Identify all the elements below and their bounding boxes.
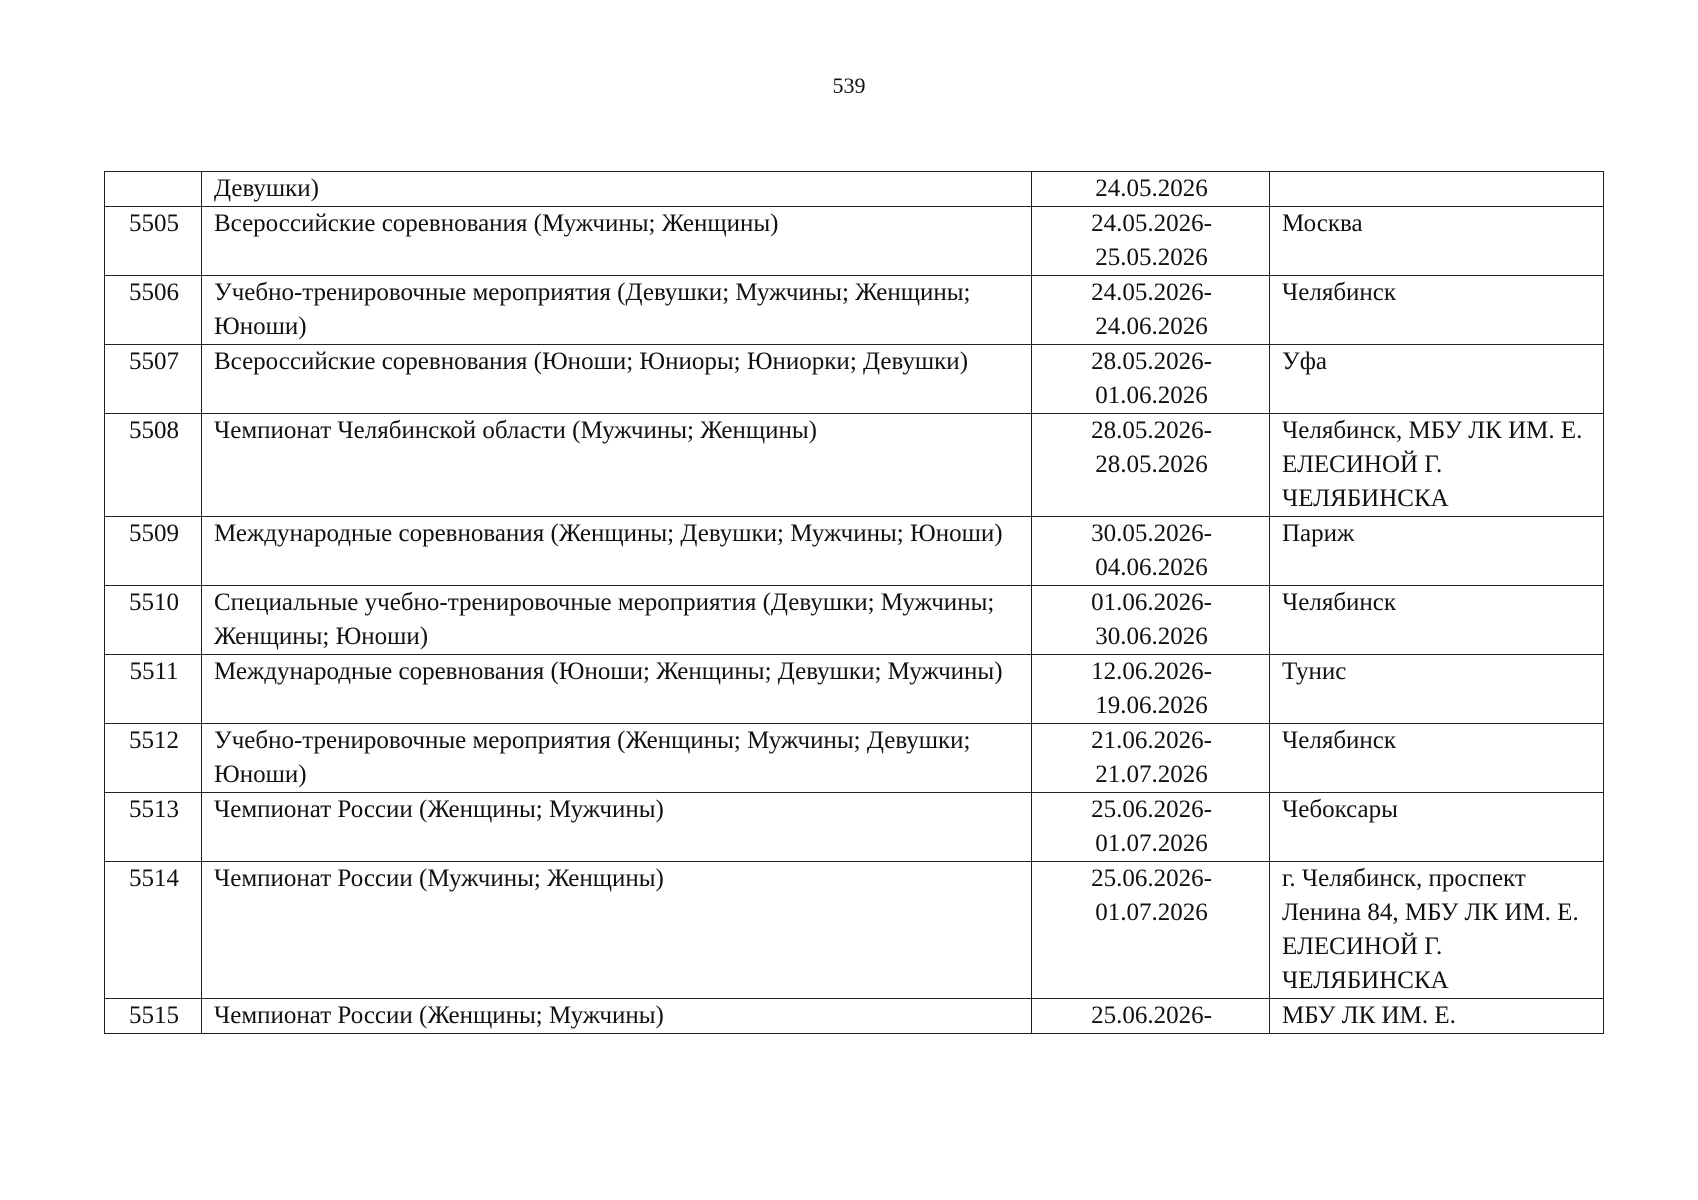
row-number-cell: 5515 xyxy=(105,999,202,1034)
date-start: 01.06.2026- xyxy=(1091,589,1212,616)
table-row xyxy=(105,793,1604,862)
event-name-cell: Девушки) xyxy=(202,172,1032,207)
table-row xyxy=(105,345,1604,414)
date-end: 19.06.2026 xyxy=(1095,692,1208,719)
table-row xyxy=(105,999,1604,1034)
event-location-cell: Тунис xyxy=(1270,655,1604,724)
event-location-cell: Челябинск xyxy=(1270,586,1604,655)
page-number: 539 xyxy=(832,73,866,98)
event-location-cell: Париж xyxy=(1270,517,1604,586)
event-name-cell: Чемпионат России (Женщины; Мужчины) xyxy=(202,793,1032,862)
date-end: 24.06.2026 xyxy=(1095,313,1208,340)
event-name-cell: Всероссийские соревнования (Мужчины; Женщины) xyxy=(202,207,1032,276)
event-name-cell: Чемпионат России (Женщины; Мужчины) xyxy=(202,999,1032,1034)
date-end: 30.06.2026 xyxy=(1095,623,1208,650)
date-end: 04.06.2026 xyxy=(1095,554,1208,581)
table-row xyxy=(105,862,1604,999)
row-number-cell xyxy=(105,172,202,207)
date-end: 01.07.2026 xyxy=(1095,899,1208,926)
row-number-cell: 5508 xyxy=(105,414,202,517)
table-row xyxy=(105,517,1604,586)
date-start: 12.06.2026- xyxy=(1091,658,1212,685)
date-start: 28.05.2026- xyxy=(1091,417,1212,444)
row-number-cell: 5506 xyxy=(105,276,202,345)
event-dates-cell xyxy=(1032,345,1270,414)
event-name-cell: Чемпионат России (Мужчины; Женщины) xyxy=(202,862,1032,999)
event-location-cell: Чебоксары xyxy=(1270,793,1604,862)
table-row xyxy=(105,276,1604,345)
event-location-cell: Уфа xyxy=(1270,345,1604,414)
row-number-cell: 5511 xyxy=(105,655,202,724)
event-location-cell xyxy=(1270,172,1604,207)
date-start: 21.06.2026- xyxy=(1091,727,1212,754)
event-location-cell: МБУ ЛК ИМ. Е. xyxy=(1270,999,1604,1034)
date-start: 24.05.2026- xyxy=(1091,210,1212,237)
row-number-cell: 5513 xyxy=(105,793,202,862)
event-location-cell: г. Челябинск, проспект Ленина 84, МБУ ЛК ИМ. Е. ЕЛЕСИНОЙ Г. ЧЕЛЯБИНСКА xyxy=(1270,862,1604,999)
date-end: 28.05.2026 xyxy=(1095,451,1208,478)
table-row xyxy=(105,724,1604,793)
event-name-cell: Специальные учебно-тренировочные мероприятия (Девушки; Мужчины; Женщины; Юноши) xyxy=(202,586,1032,655)
event-location-cell: Челябинск, МБУ ЛК ИМ. Е. ЕЛЕСИНОЙ Г. ЧЕЛЯБИНСКА xyxy=(1270,414,1604,517)
row-number-cell: 5514 xyxy=(105,862,202,999)
event-dates-cell xyxy=(1032,724,1270,793)
event-name-cell: Международные соревнования (Женщины; Девушки; Мужчины; Юноши) xyxy=(202,517,1032,586)
event-location-cell: Челябинск xyxy=(1270,276,1604,345)
event-dates-cell xyxy=(1032,172,1270,207)
event-dates-cell xyxy=(1032,207,1270,276)
event-dates-cell xyxy=(1032,655,1270,724)
event-name-cell: Учебно-тренировочные мероприятия (Женщины; Мужчины; Девушки; Юноши) xyxy=(202,724,1032,793)
row-number-cell: 5509 xyxy=(105,517,202,586)
event-location-cell: Москва xyxy=(1270,207,1604,276)
event-dates-cell xyxy=(1032,862,1270,999)
event-dates-cell xyxy=(1032,793,1270,862)
event-dates-cell xyxy=(1032,999,1270,1034)
date-end: 01.07.2026 xyxy=(1095,830,1208,857)
date-start: 30.05.2026- xyxy=(1091,520,1212,547)
table-row xyxy=(105,586,1604,655)
row-number-cell: 5512 xyxy=(105,724,202,793)
events-table-body xyxy=(105,172,1604,1034)
row-number-cell: 5507 xyxy=(105,345,202,414)
event-name-cell: Международные соревнования (Юноши; Женщины; Девушки; Мужчины) xyxy=(202,655,1032,724)
event-location-cell: Челябинск xyxy=(1270,724,1604,793)
event-dates-cell xyxy=(1032,517,1270,586)
row-number-cell: 5505 xyxy=(105,207,202,276)
date-start: 25.06.2026- xyxy=(1091,865,1212,892)
date-end: 25.05.2026 xyxy=(1095,244,1208,271)
date-start: 24.05.2026 xyxy=(1095,175,1208,202)
table-row xyxy=(105,414,1604,517)
date-end: 01.06.2026 xyxy=(1095,382,1208,409)
events-table xyxy=(104,171,1604,1034)
event-dates-cell xyxy=(1032,414,1270,517)
date-start: 25.06.2026- xyxy=(1091,796,1212,823)
event-dates-cell xyxy=(1032,586,1270,655)
date-start: 25.06.2026- xyxy=(1091,1002,1212,1029)
event-name-cell: Всероссийские соревнования (Юноши; Юниоры; Юниорки; Девушки) xyxy=(202,345,1032,414)
table-row xyxy=(105,172,1604,207)
date-start: 28.05.2026- xyxy=(1091,348,1212,375)
date-start: 24.05.2026- xyxy=(1091,279,1212,306)
event-name-cell: Чемпионат Челябинской области (Мужчины; Женщины) xyxy=(202,414,1032,517)
event-name-cell: Учебно-тренировочные мероприятия (Девушки; Мужчины; Женщины; Юноши) xyxy=(202,276,1032,345)
event-dates-cell xyxy=(1032,276,1270,345)
table-row xyxy=(105,655,1604,724)
table-row xyxy=(105,207,1604,276)
row-number-cell: 5510 xyxy=(105,586,202,655)
date-end: 21.07.2026 xyxy=(1095,761,1208,788)
